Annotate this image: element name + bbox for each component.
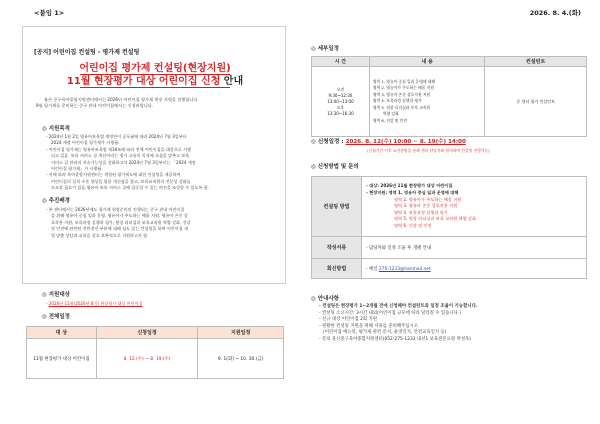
submit-email-link[interactable]: 275-1233@hanmail.net — [378, 266, 431, 272]
support-target: 2026년 11월(2026년 8기) 현장평가 대상 어린이집 — [48, 301, 143, 306]
title-line-2-red: 11월 현장평가 대상 어린이집 신청 — [66, 76, 221, 87]
schedule-header: 신청일정 — [96, 327, 198, 339]
title-underline-2 — [80, 87, 230, 88]
guide-line: - 컨설팅은 현장평가 1~2개월 전에 신청해야 컨설턴트와 일정 조율이 가능합니다. — [319, 304, 478, 309]
title-underline-1 — [80, 74, 230, 75]
detail-heading: ◎ 세부일정 — [311, 46, 339, 52]
schedule-support: 9. 1(화) ~ 10. 30.(금) — [198, 339, 284, 379]
time-value: 13:00~13:00 — [327, 98, 354, 104]
submit-value — [362, 259, 587, 279]
purpose-heading: ◎ 지원목적 — [42, 126, 70, 132]
apply-schedule — [311, 137, 466, 145]
detail-time — [312, 67, 370, 137]
intro-line-2: 9월 평가제를 준비하는 중구 관내 어린이집에서는 신청바랍니다. — [36, 103, 154, 109]
purpose-line: 도모할 필요가 있음.영유아 보육 서비스 질에 집중할 수 있는 여건을 조성할 수 있도록 함. — [51, 185, 209, 191]
schedule-table — [26, 326, 284, 379]
background-line: 을 위해 영유아 중심 일과 운영, 영유아가 주도하는 배움 지원, 영유아 존중 상 — [51, 213, 188, 219]
method-content — [362, 177, 587, 237]
title-line-1: 어린이집 평가제 컨설팅(현장지원) — [79, 63, 231, 74]
title-line-2-black: 안내 — [220, 76, 244, 87]
method-line: 영역 3. 영유아 존중 상호작용 지원 — [394, 203, 458, 209]
guide-line: (어린이집 매뉴얼, 평가제 관련 문서, 운영일지, 안전교육일지 등) — [323, 330, 447, 336]
content-line: 영역 4. 보육과정 실행과 평가 — [372, 98, 422, 104]
background-list — [46, 207, 278, 239]
attachment-label: <붙임 1> — [34, 9, 65, 17]
method-table — [311, 176, 587, 279]
method-label: 컨설팅 방법 — [312, 177, 362, 237]
left-column — [20, 0, 290, 424]
intro-text — [36, 97, 278, 110]
content-line: 영역 2. 영유아가 주도하는 배움 지원 — [372, 85, 434, 91]
schedule-target: 11월 현장평가 대상 어린이집 — [27, 339, 97, 379]
guide-line: - 신규 대상 어린이집 2회 지원 — [319, 317, 378, 323]
schedule-header: 대 상 — [27, 327, 97, 339]
time-value: 9:30~12:30 — [328, 92, 353, 98]
background-line: 별 맞춤 상담과 교육을 상호 보완적으로 지원하고자 함. — [51, 232, 149, 238]
method-line: 영역 5. 원장 리더십과 보육 교직원 역량 강화 — [394, 216, 477, 222]
content-line: 역량 강화 — [382, 111, 399, 117]
guide-line: - 원활한 컨설팅 지원을 위해 서류를 준비해주십시오. — [319, 323, 420, 329]
schedule-apply: 8. 12.(수) ~ 8. 19.(수) — [96, 339, 198, 379]
intro-line-1: 울산 중구육아종합지원센터에서는 2026년 어린이집 평가제 현장 지원을 진행합니다. — [44, 97, 199, 102]
guide-heading: ◎ 안내사항 — [311, 296, 339, 302]
notice-title — [20, 62, 290, 88]
method-line: 영역 2. 영유아가 주도하는 배움 지원 — [394, 196, 462, 202]
submit-label: 회신방법 — [312, 259, 362, 279]
support-heading: ◎ 지원대상 — [42, 292, 70, 298]
purpose-line: - 어린이집 평가제는 영유아보육법 제30조에 따라 전체 어린이집을 대상으로 시행 — [46, 146, 191, 152]
background-heading: ◎ 추진배경 — [42, 198, 70, 204]
doc-label: 작성서류 — [312, 237, 362, 259]
apply-heading: ◎ 신청일정 : — [311, 139, 346, 145]
document-date: 2026. 8. 4.(화) — [529, 9, 581, 17]
schedule-heading: ◎ 전체일정 — [42, 314, 70, 320]
background-line: 호작용 지원, 보육과정 실행과 평가, 원장 리더십과 보육교직원 역량 강화, 건강 — [51, 219, 191, 225]
purpose-line: - 2024년 1월 2일 영유아보육법 개정안이 공포됨에 따라 2024년 7월 3일부터 — [46, 134, 187, 139]
doc-value: - 담당자와 일정 조율 후 개별 안내 — [362, 237, 587, 259]
detail-consultant: 중 센터 평가 컨설턴트 — [485, 67, 587, 137]
time-label: 오후 — [336, 104, 345, 110]
method-line: - 현장지원: 영역 1. 영유아 중심 일과 운영에 대해 — [366, 190, 459, 196]
time-label: 오전 — [336, 86, 345, 92]
method-heading: ◎ 신청방법 및 문의 — [311, 164, 359, 170]
submit-prefix: - 메일 — [366, 266, 379, 272]
purpose-line: - 이에 따라 육아종합지원센터는 개정된 평가제도에 대한 컨설팅을 제공하여 — [46, 172, 181, 178]
guide-line: - 컨설팅 소요시간: 3시간 내외(어린이집 규모에 따라 달라질 수 있습니다.) — [319, 310, 461, 316]
background-line: - 본 센터에서는 2026년에도 평가제 현장준비의 진행되는 중구 관내 어린이집 — [46, 207, 185, 212]
content-line: 영역 5. 원장 리더십과 보육 교직원 — [372, 104, 431, 110]
detail-header: 내 용 — [369, 57, 485, 67]
method-line: - 대상: 2026년 11월 현장평가 대상 어린이집 — [366, 183, 453, 189]
apply-note: (신청기간 이후 요선관팀을 통해 센터 담당자와 협의하여 컨설팅 진행가능) — [367, 148, 490, 153]
notice-subtitle: [공지] 어린이집 컨설팅 - 평가제 컨설팅 — [34, 49, 140, 56]
support-prefix: - — [46, 301, 49, 306]
right-column — [305, 0, 587, 424]
guide-list — [319, 304, 581, 344]
purpose-line: 2024 개정 어린이집 평가제가 시행됨. — [51, 140, 120, 146]
content-line: 영역 3. 영유아 존중 상호작용 지원 — [372, 91, 431, 97]
detail-content — [369, 67, 485, 137]
content-line: 영역 6. 건강 및 안전 — [372, 117, 407, 123]
support-line — [46, 301, 278, 307]
guide-line: - 문의 울산중구육아종합지원센터(052-275-1233 내선1 보육전문요원 박성욱) — [319, 336, 471, 342]
detail-table — [311, 56, 587, 137]
background-line: 및 안전에 관련된 전반적인 부분에 대해 심도 있는 컨설팅을 하여 어린이집 개 — [51, 226, 188, 232]
purpose-line: 어린이집의 질적 수준 향상을 위한 개선점을 찾고, 보육교직원의 전문성 강화를 — [51, 178, 191, 184]
detail-header: 시 간 — [312, 57, 370, 67]
purpose-list — [46, 134, 278, 192]
time-value: 13:30~16:30 — [327, 110, 354, 116]
purpose-line: 서비스 질 관리의 지속가능성을 강화하고자 2024년 7월 3일부터는 「2024 개정 — [51, 159, 196, 165]
purpose-line: 어린이집 평가제」가 시행됨. — [51, 166, 103, 172]
apply-dates: 2026. 8. 12(수) 10:00 ~ 8. 19(수) 14:00 — [345, 139, 466, 145]
schedule-header: 지원일정 — [198, 327, 284, 339]
purpose-line: 되고 있음. 보육 서비스 질 개선이라는 평가 고유의 목적에 초점을 맞추고 보육 — [51, 153, 190, 159]
detail-header: 컨설턴트 — [485, 57, 587, 67]
method-line: 영역 6. 건강 및 안전 — [394, 222, 432, 228]
content-line: 영역 1. 영유아 중심 일과 운영에 대해 — [372, 79, 436, 85]
method-line: 영역 4. 보육과정 실행과 평가 — [394, 209, 448, 215]
